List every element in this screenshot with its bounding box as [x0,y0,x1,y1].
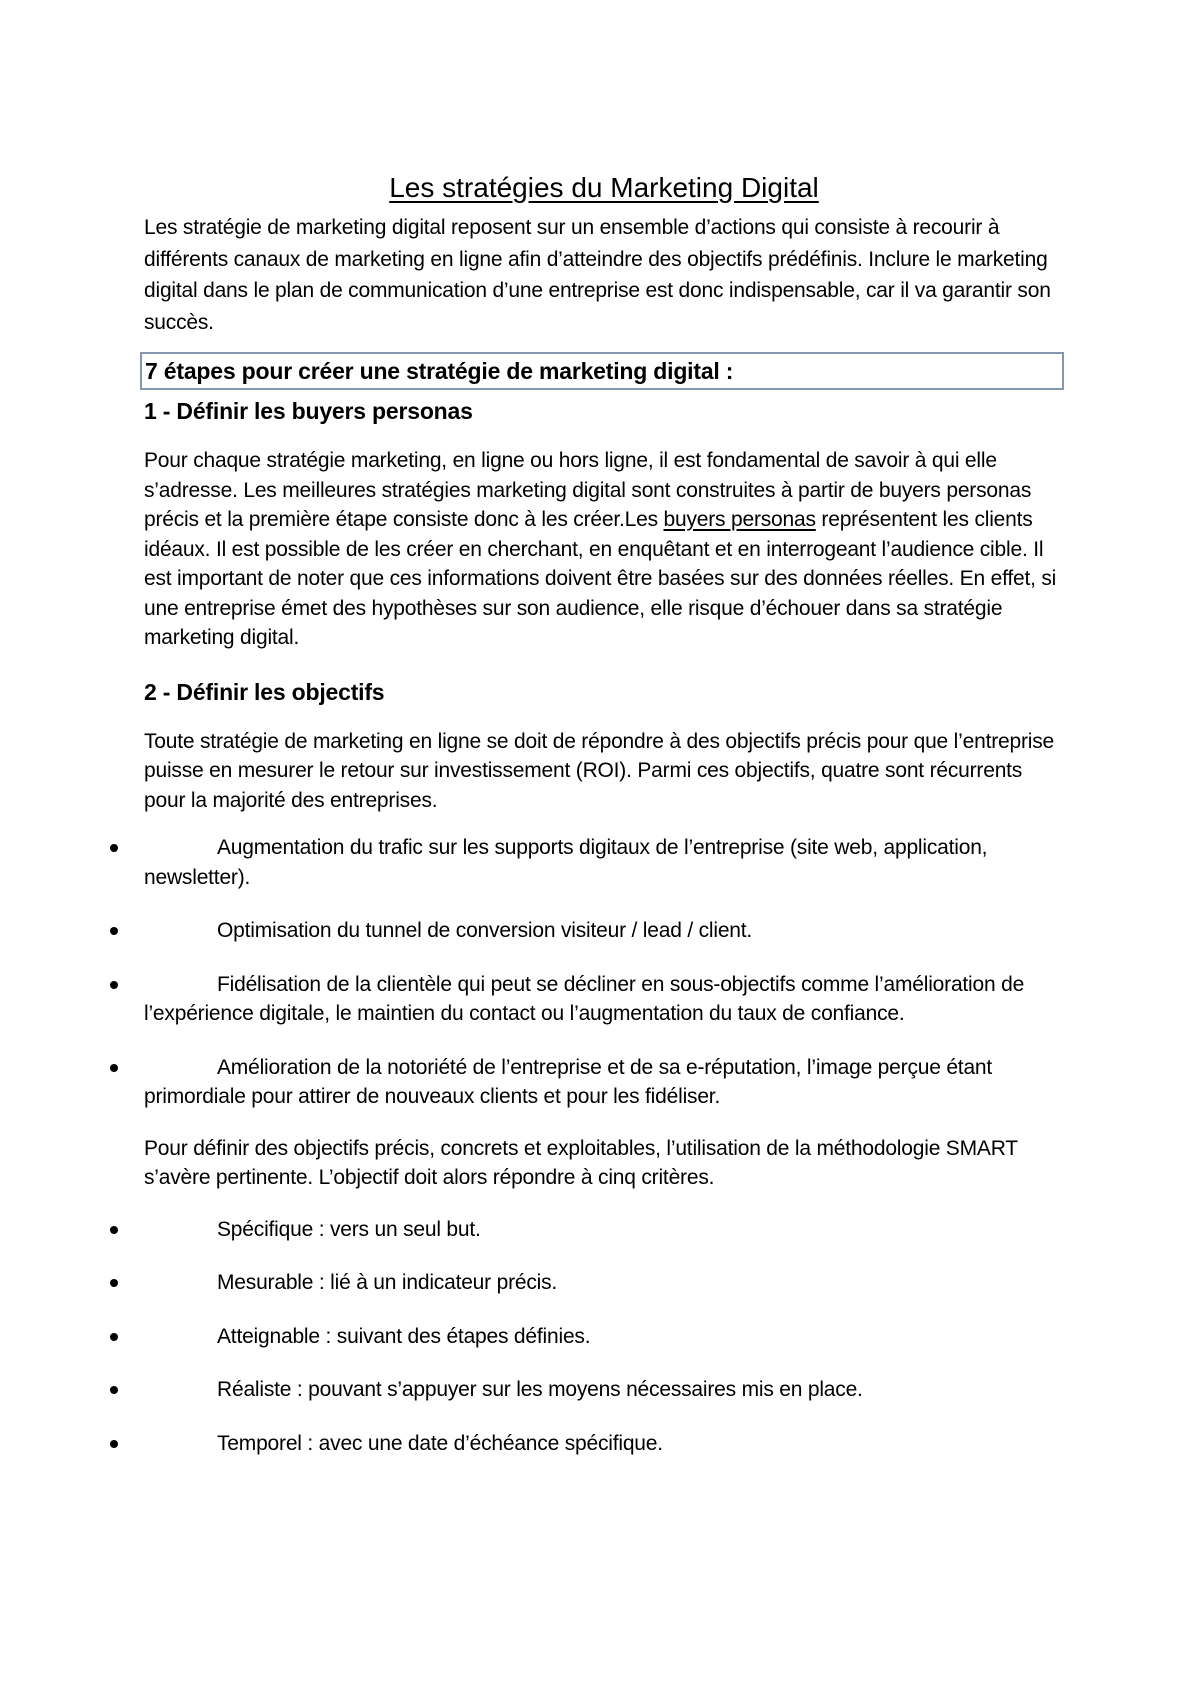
bullet-icon [110,1279,118,1287]
step1-paragraph [144,446,1064,653]
bullet-icon [110,1226,118,1234]
bullet-icon [110,981,118,989]
list-item [144,1375,1064,1405]
bullet-icon [110,1333,118,1341]
step1-heading: 1 - Définir les buyers personas [144,398,473,424]
step2-paragraph: Toute stratégie de marketing en ligne se doit de répondre à des objectifs précis pour que l’entreprise puisse en mesurer le retour sur investissement (ROI). Parmi ces objectifs, quatre sont récurrents pour la majorité des entreprises. [144,729,1054,812]
objectives-list [144,833,1064,1112]
smart-intro-paragraph: Pour définir des objectifs précis, concrets et exploitables, l’utilisation de la méthodologie SMART s’avère pertinente. L’objectif doit alors répondre à cinq critères. [144,1136,1018,1189]
document-body [144,170,1064,1482]
bullet-icon [110,1064,118,1072]
list-item [144,1429,1064,1459]
step2-heading: 2 - Définir les objectifs [144,678,385,705]
list-item [144,1268,1064,1298]
bullet-icon [110,1386,118,1394]
objective-text: Augmentation du trafic sur les supports digitaux de l’entreprise (site web, application, newsletter). [144,836,988,889]
document-title: Les stratégies du Marketing Digital [389,172,819,203]
criterion-text: Atteignable : suivant des étapes définies. [217,1324,591,1348]
list-item [144,1215,1064,1245]
step1-text-after: représentent les clients idéaux. Il est possible de les créer en cherchant, en enquêtant et en interrogeant l’audience cible. Il est important de noter que ces informations doivent être basées sur des données réelles. En effet, si une entreprise émet des hypothèses sur son audience, elle risque d’échouer dans sa stratégie marketing digital. [144,508,1057,649]
list-item [144,970,1064,1029]
criterion-text: Mesurable : lié à un indicateur précis. [217,1271,558,1294]
list-item [144,916,1064,946]
list-item [144,833,1064,892]
smart-criteria-list [144,1215,1064,1459]
criterion-text: Spécifique : vers un seul but. [217,1217,481,1241]
criterion-text: Réaliste : pouvant s’appuyer sur les moyens nécessaires mis en place. [217,1378,863,1401]
bullet-icon [110,1440,118,1448]
list-item [144,1322,1064,1352]
objective-text: Optimisation du tunnel de conversion visiteur / lead / client. [217,919,753,942]
criterion-text: Temporel : avec une date d’échéance spécifique. [217,1431,663,1455]
intro-paragraph: Les stratégie de marketing digital reposent sur un ensemble d’actions qui consiste à recourir à différents canaux de marketing en ligne afin d’atteindre des objectifs prédéfinis. Inclure le marketing digital dans le plan de communication d’une entreprise est donc indispensable, car il va garantir son succès. [144,216,1051,334]
bullet-icon [110,844,118,852]
objective-text: Amélioration de la notoriété de l’entreprise et de sa e-réputation, l’image perçue étant primordiale pour attirer de nouveaux clients et pour les fidéliser. [144,1055,993,1108]
step1-text-before: Pour chaque stratégie marketing, en ligne ou hors ligne, il est fondamental de savoir à qui elle s’adresse. Les meilleures stratégies marketing digital sont construites à partir de buyers personas précis et la première étape consiste donc à les créer.Les [144,449,1032,531]
objective-text: Fidélisation de la clientèle qui peut se décliner en sous-objectifs comme l’amélioration de l’expérience digitale, le maintien du contact ou l’augmentation du taux de confiance. [144,972,1025,1025]
steps-heading: 7 étapes pour créer une stratégie de marketing digital : [140,352,1064,390]
list-item [144,1053,1064,1112]
buyers-personas-link[interactable]: buyers personas [663,508,816,531]
bullet-icon [110,927,118,935]
